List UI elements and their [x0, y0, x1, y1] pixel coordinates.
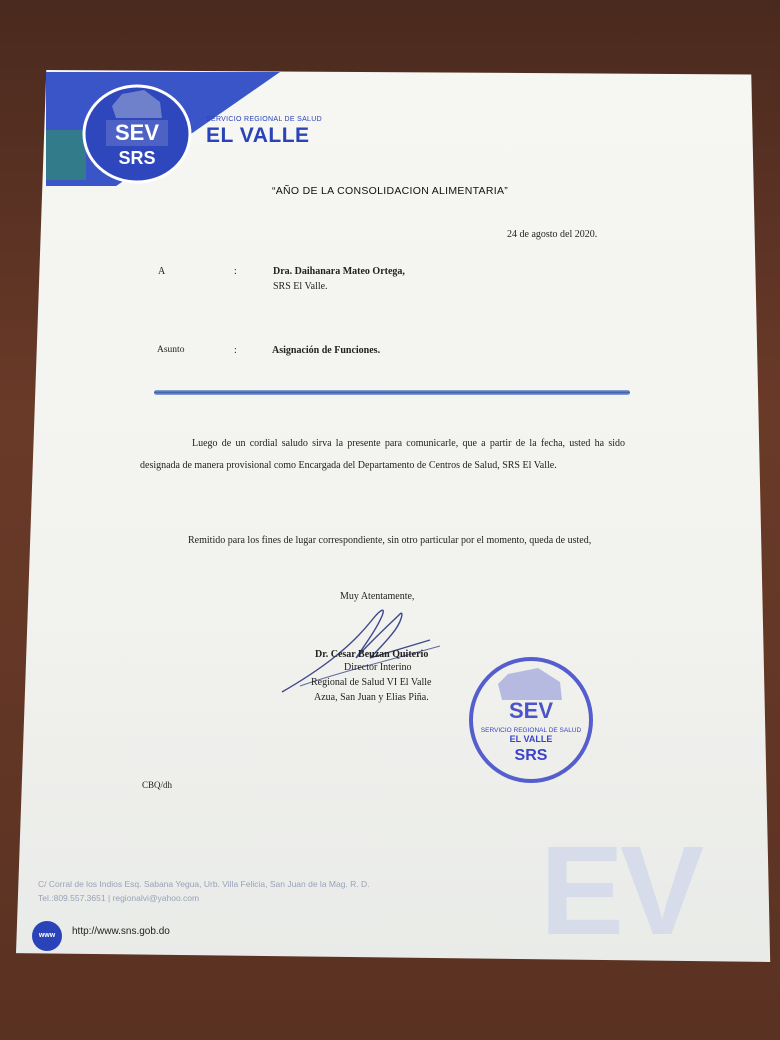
signatory-region: Azua, San Juan y Elias Piña. [314, 692, 429, 703]
recipient-org: SRS El Valle. [273, 281, 328, 292]
body-paragraph-2: Remitido para los fines de lugar correspondiente, sin otro particular por el momento, queda de usted, [188, 535, 592, 546]
divider-rule [154, 390, 630, 395]
footer-website: http://www.sns.gob.do [72, 926, 170, 937]
logo-text-bottom: SRS [118, 148, 156, 168]
subject-colon: : [234, 345, 237, 356]
stamp-ring-text: SERVICIO REGIONAL DE SALUD [480, 727, 582, 734]
recipient-colon: : [234, 266, 237, 277]
letter-date: 24 de agosto del 2020. [507, 229, 598, 240]
header-accent-band [46, 130, 86, 180]
recipient-name: Dra. Daihanara Mateo Ortega, [273, 266, 405, 277]
stamp-text-top: SEV [508, 698, 554, 723]
initials: CBQ/dh [142, 780, 173, 790]
org-name: EL VALLE [206, 124, 310, 147]
org-subtitle: SERVICIO REGIONAL DE SALUD [206, 116, 322, 123]
srs-logo-icon [82, 84, 192, 184]
stamp-middle-text: EL VALLE [509, 734, 553, 744]
signatory-office: Regional de Salud VI El Valle [311, 677, 432, 688]
year-motto: “AÑO DE LA CONSOLIDACION ALIMENTARIA” [271, 185, 509, 197]
subject-value: Asignación de Funciones. [272, 345, 381, 356]
www-globe-icon: www [32, 921, 62, 951]
recipient-label: A [158, 266, 166, 277]
body-paragraph-1: Luego de un cordial saludo sirva la presente para comunicarle, que a partir de la fecha, usted ha sido designada de manera provisional como Encargada del Departamento de Centros de Salud, SRS El Valle. [140, 438, 625, 471]
logo-text-top: SEV [114, 120, 160, 145]
closing: Muy Atentamente, [340, 591, 415, 602]
footer-address: C/ Corral de los Indios Esq. Sabana Yegua, Urb. Villa Felicia, San Juan de la Mag. R. D. [38, 879, 370, 889]
stamp-bottom-text: SRS [514, 747, 548, 764]
watermark-ev: EV [540, 820, 701, 961]
official-stamp-icon [468, 656, 594, 784]
subject-label: Asunto [157, 345, 185, 355]
signatory-title: Director Interino [344, 662, 412, 673]
footer-contact: Tel.:809.557.3651 | regionalvi@yahoo.com [38, 893, 200, 903]
signatory-name: Dr. Cesar Beuzan Quiterio [315, 649, 429, 660]
